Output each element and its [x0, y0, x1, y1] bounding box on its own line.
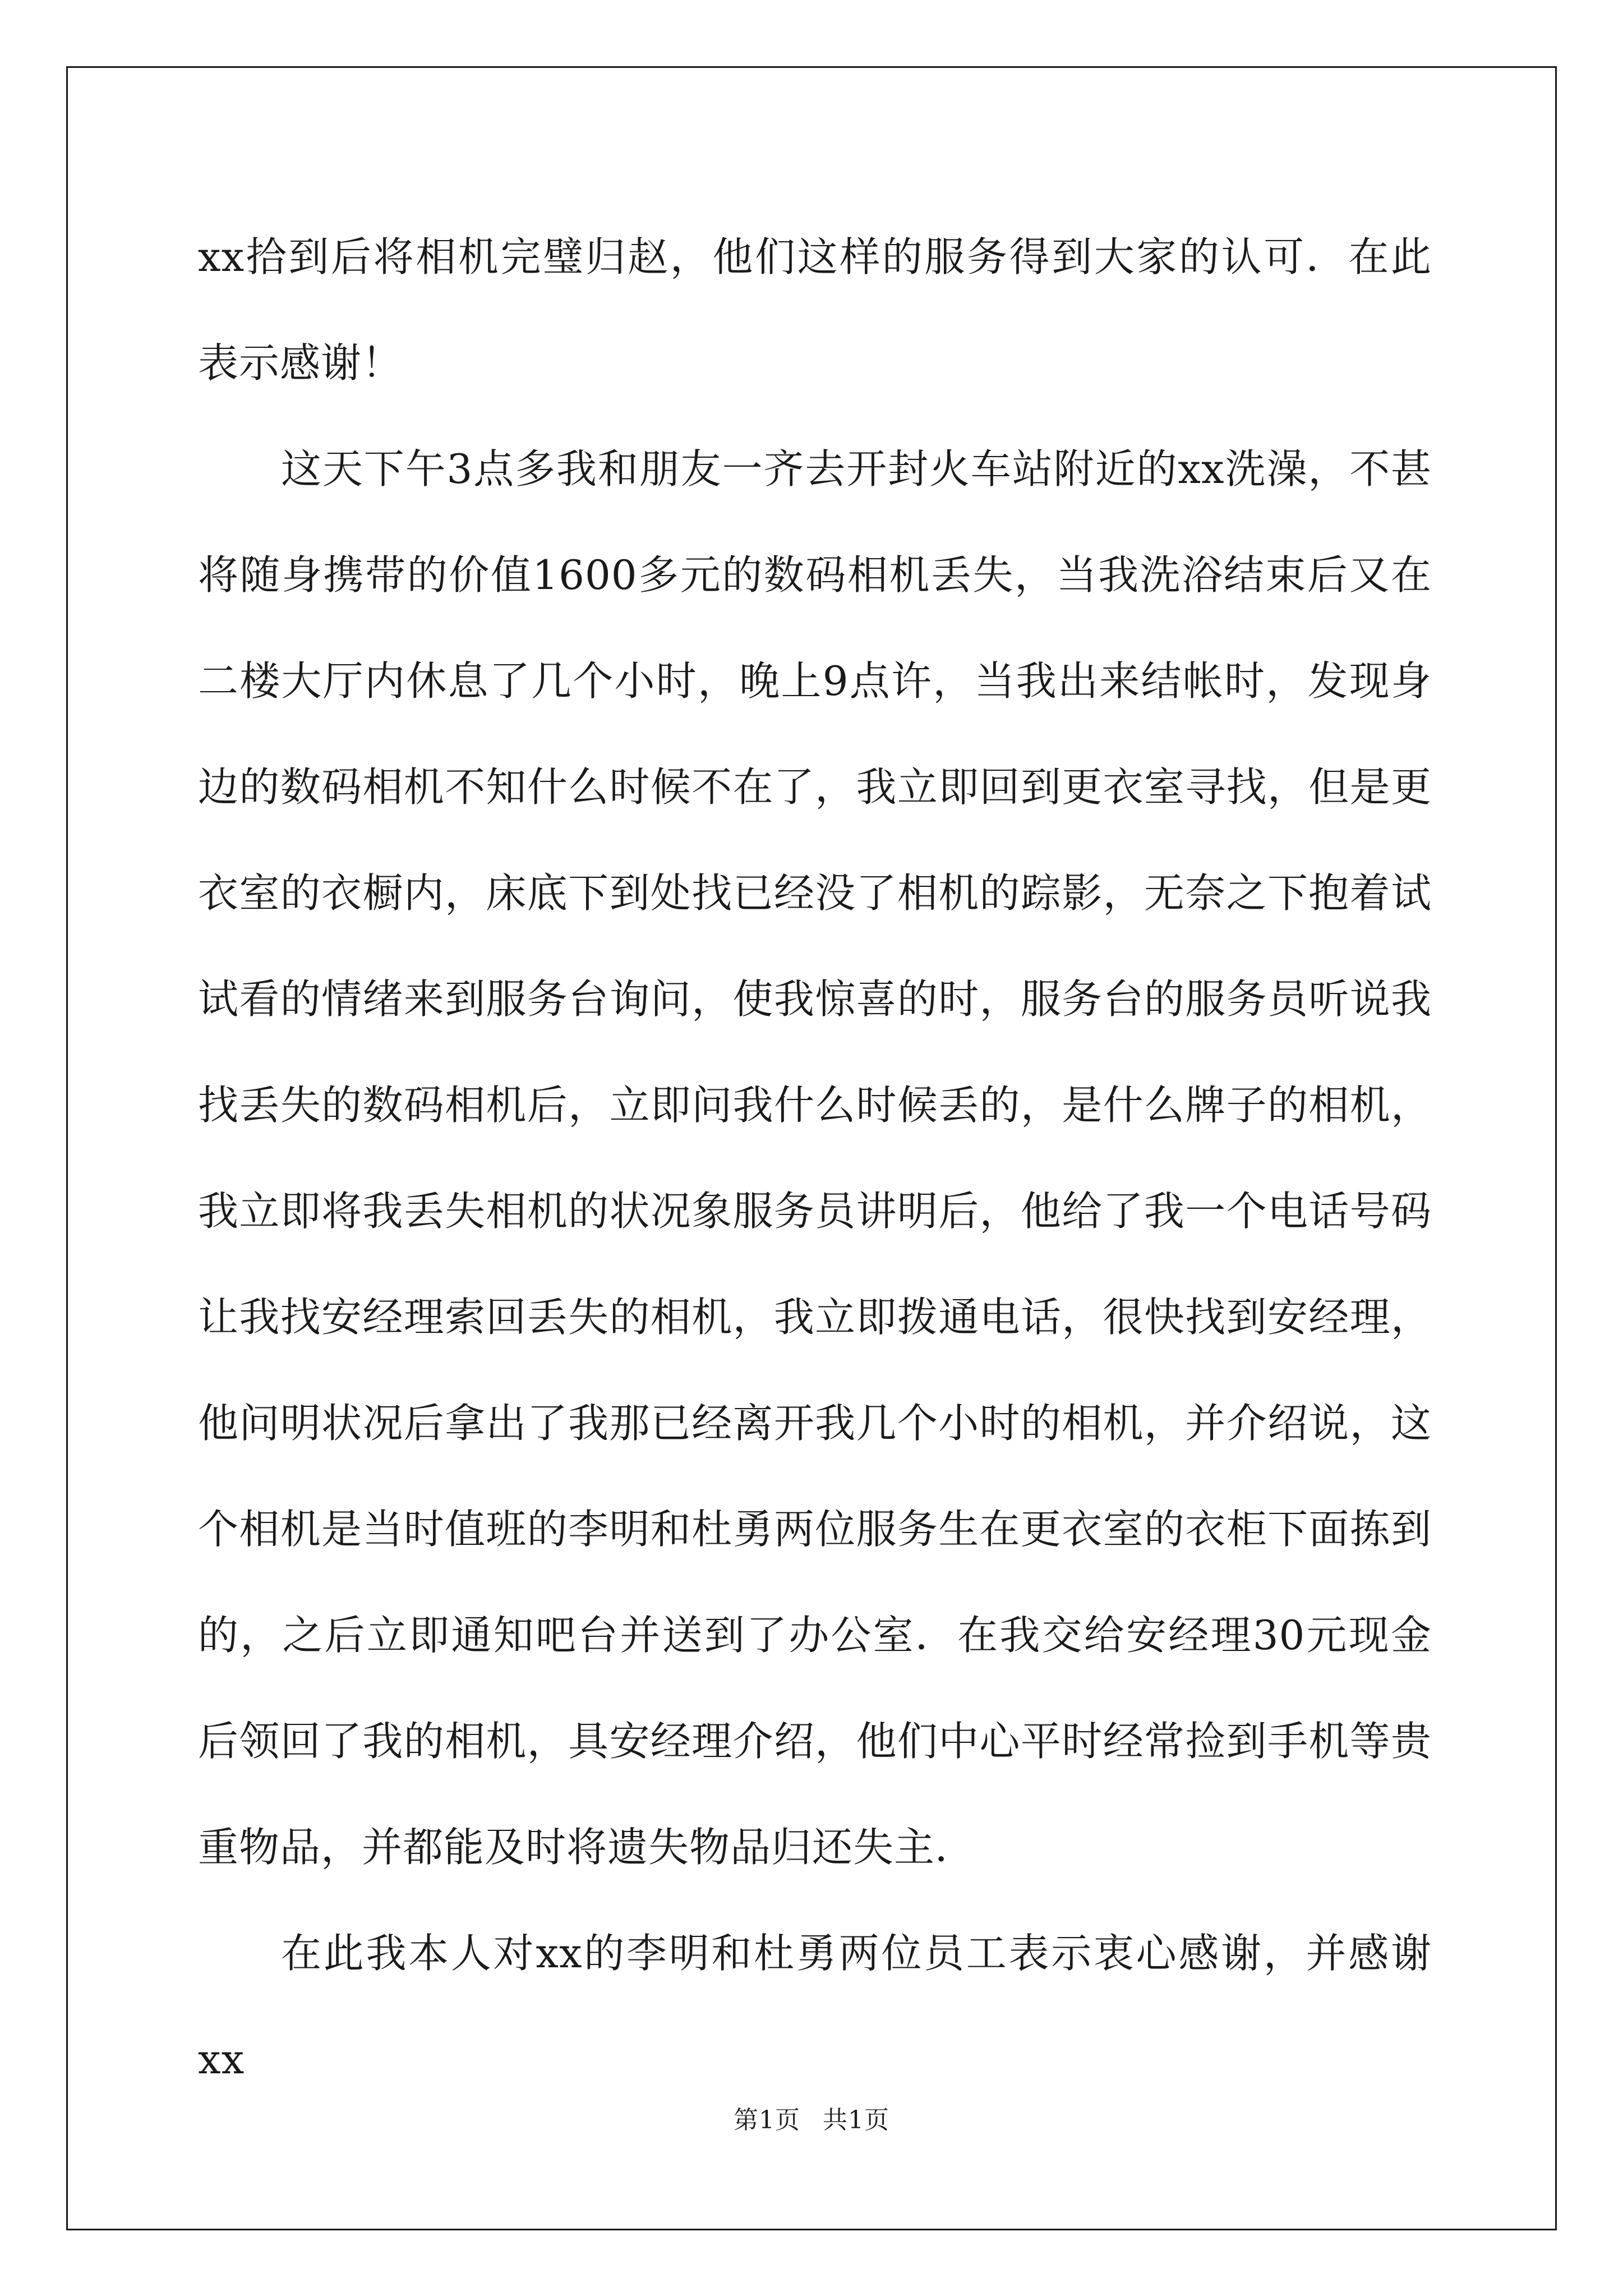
page-number: 第1页: [734, 2106, 800, 2134]
paragraph-2: 这天下午3点多我和朋友一齐去开封火车站附近的xx洗澡，不甚将随身携带的价值1600多元的数码相机丢失，当我洗浴结束后又在二楼大厅内休息了几个小时，晚上9点许，当我出来结帐时，发现身边的数码相机不知什么时候不在了，我立即回到更衣室寻找，但是更衣室的衣橱内，床底下到处找已经没了相机的踪影，无奈之下抱着试试看的情绪来到服务台询问，使我惊喜的时，服务台的服务员听说我找丢失的数码相机后，立即问我什么时候丢的，是什么牌子的相机，我立即将我丢失相机的状况象服务员讲明后，他给了我一个电话号码让我找安经理索回丢失的相机，我立即拨通电话，很快找到安经理，他问明状况后拿出了我那已经离开我几个小时的相机，并介绍说，这个相机是当时值班的李明和杜勇两位服务生在更衣室的衣柜下面拣到的，之后立即通知吧台并送到了办公室．在我交给安经理30元现金后领回了我的相机，具安经理介绍，他们中心平时经常捡到手机等贵重物品，并都能及时将遗失物品归还失主．: [198, 445, 1432, 1871]
page-footer: [0, 2100, 1623, 2136]
document-body: [198, 204, 1432, 2113]
page-count: 共1页: [823, 2106, 889, 2134]
paragraph-1: xx拾到后将相机完璧归赵，他们这样的服务得到大家的认可．在此表示感谢！: [198, 233, 1432, 386]
paragraph-3: 在此我本人对xx的李明和杜勇两位员工表示衷心感谢，并感谢xx: [198, 1930, 1432, 2083]
